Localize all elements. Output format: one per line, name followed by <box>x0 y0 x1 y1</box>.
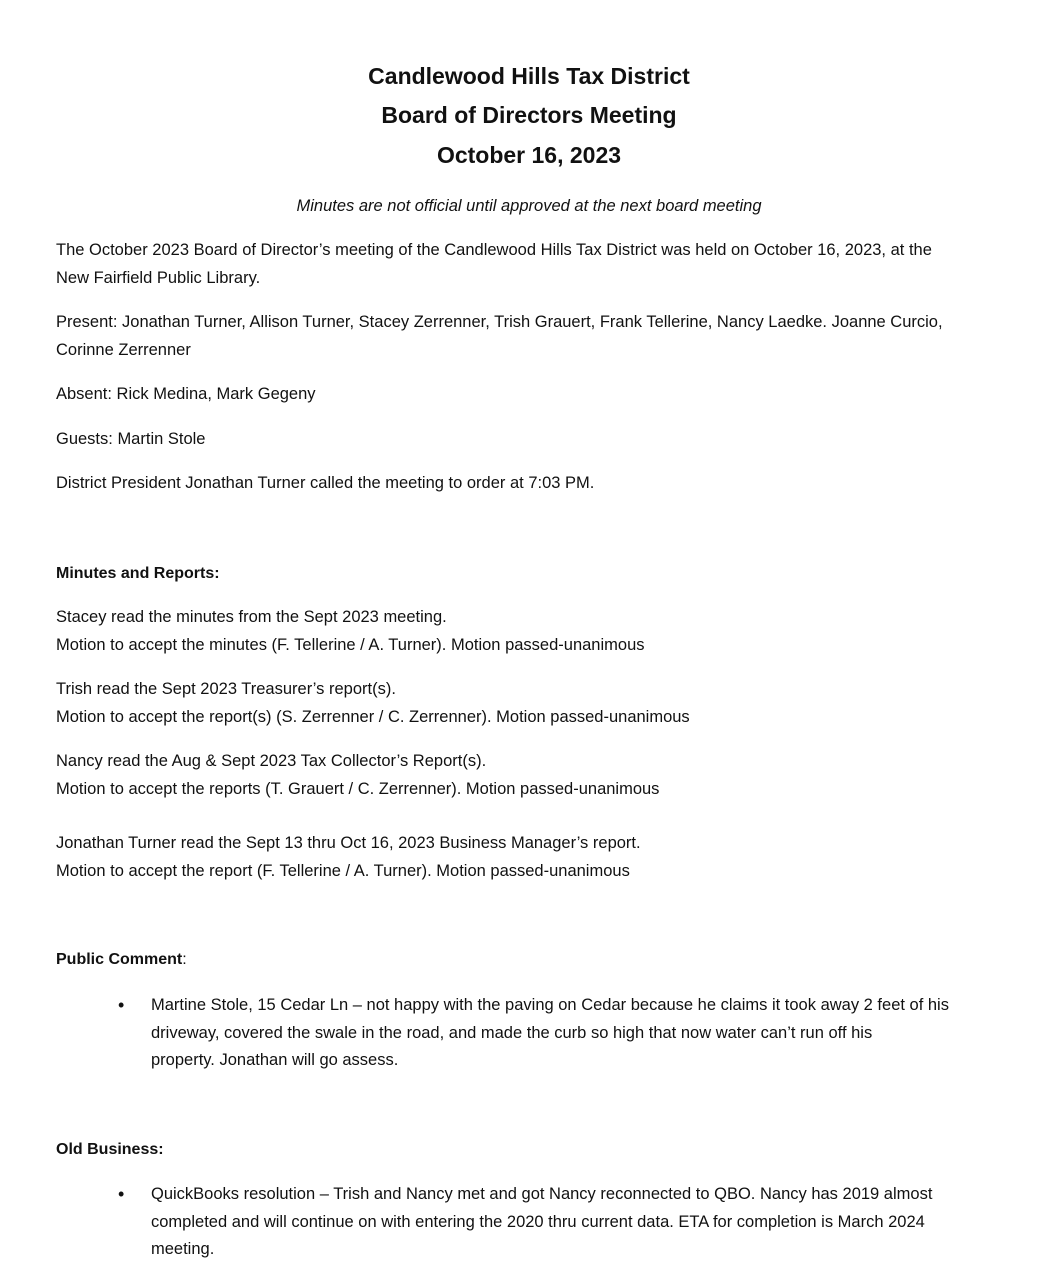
report-item <box>56 604 1016 659</box>
absent-paragraph: Absent: Rick Medina, Mark Gegeny <box>56 385 316 403</box>
report-line: Trish read the Sept 2023 Treasurer’s report(s). <box>56 680 396 698</box>
old-business-line: meeting. <box>151 1240 215 1258</box>
report-item <box>56 830 1016 885</box>
public-comment-item <box>151 992 1021 1075</box>
intro-line: New Fairfield Public Library. <box>56 268 261 287</box>
report-line: Jonathan Turner read the Sept 13 thru Oct 16, 2023 Business Manager’s report. <box>56 834 641 852</box>
intro-line: The October 2023 Board of Director’s meeting of the Candlewood Hills Tax District was held on October 16, 2023, at the <box>56 241 932 259</box>
motion-line: Motion to accept the report(s) (S. Zerrenner / C. Zerrenner). Motion passed-unanimous <box>56 707 690 726</box>
old-business-heading: Old Business: <box>56 1141 164 1158</box>
bullet-icon: • <box>118 1184 125 1204</box>
present-paragraph <box>56 309 1016 364</box>
old-business-item <box>151 1181 1021 1264</box>
unofficial-notice: Minutes are not official until approved at the next board meeting <box>296 197 762 215</box>
title-date: October 16, 2023 <box>436 142 622 168</box>
bullet-icon: • <box>118 995 125 1015</box>
comment-line: Martine Stole, 15 Cedar Ln – not happy with the paving on Cedar because he claims it took away 2 feet of his <box>151 996 949 1014</box>
present-line: Present: Jonathan Turner, Allison Turner, Stacey Zerrenner, Trish Grauert, Frank Tellerine, Nancy Laedke. Joanne Curcio, <box>56 313 943 331</box>
report-item <box>56 676 1016 731</box>
public-comment-heading <box>56 949 187 971</box>
old-business-line: QuickBooks resolution – Trish and Nancy met and got Nancy reconnected to QBO. Nancy has 2019 almost <box>151 1185 933 1203</box>
old-business-line: completed and will continue on with entering the 2020 thru current data. ETA for completion is March 2024 <box>151 1212 925 1231</box>
motion-line: Motion to accept the report (F. Tellerine / A. Turner). Motion passed-unanimous <box>56 861 630 880</box>
call-to-order-paragraph: District President Jonathan Turner called the meeting to order at 7:03 PM. <box>56 474 595 492</box>
public-comment-heading-text: Public Comment <box>56 951 183 968</box>
report-line: Stacey read the minutes from the Sept 2023 meeting. <box>56 608 447 626</box>
report-line: Nancy read the Aug & Sept 2023 Tax Collector’s Report(s). <box>56 752 487 770</box>
comment-line: property. Jonathan will go assess. <box>151 1051 399 1069</box>
intro-paragraph <box>56 237 1016 292</box>
comment-line: driveway, covered the swale in the road, and made the curb so high that now water can’t run off his <box>151 1023 873 1042</box>
guests-paragraph: Guests: Martin Stole <box>56 430 206 448</box>
minutes-reports-heading: Minutes and Reports: <box>56 565 220 582</box>
motion-line: Motion to accept the reports (T. Grauert / C. Zerrenner). Motion passed-unanimous <box>56 779 660 798</box>
public-comment-heading-colon: : <box>182 951 187 968</box>
title-district: Candlewood Hills Tax District <box>368 63 690 89</box>
title-meeting: Board of Directors Meeting <box>381 102 677 128</box>
report-item <box>56 748 1016 803</box>
motion-line: Motion to accept the minutes (F. Tellerine / A. Turner). Motion passed-unanimous <box>56 635 645 654</box>
present-line: Corinne Zerrenner <box>56 340 191 359</box>
